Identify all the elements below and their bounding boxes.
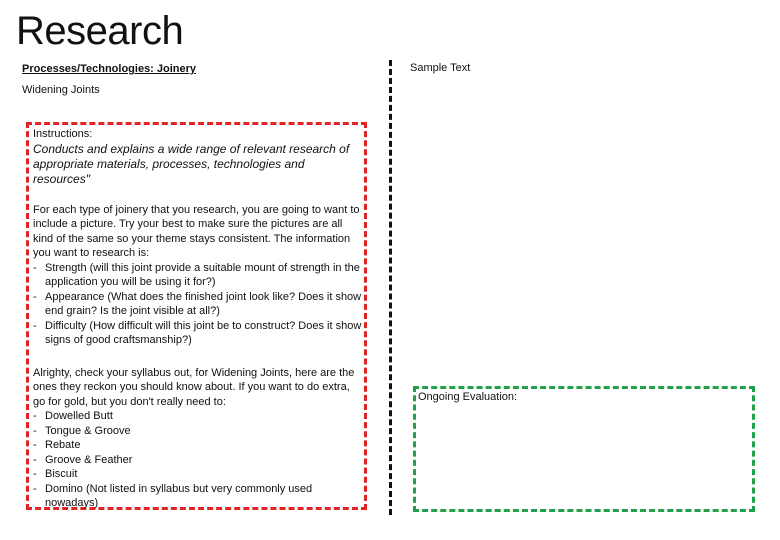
sample-text: Sample Text (410, 62, 471, 74)
column-divider (389, 60, 392, 515)
list-item: - Appearance (What does the finished joint look like? Does it show end grain? Is the joint visible at all?) (33, 290, 363, 319)
list-item: - Strength (will this joint provide a suitable mount of strength in the application you will be using it for?) (33, 261, 363, 290)
joints-list (33, 409, 363, 511)
instructions-quote: Conducts and explains a wide range of relevant research of appropriate materials, processes, technologies and resources" (33, 141, 350, 186)
evaluation-box (413, 386, 755, 512)
topic-label: Widening Joints (22, 84, 100, 96)
list-item: - Groove & Feather (33, 453, 363, 468)
page-title: Research (16, 9, 184, 53)
instructions-content (33, 127, 363, 511)
list-item: - Tongue & Groove (33, 424, 363, 439)
instructions-label: Instructions: (33, 128, 93, 140)
criteria-list (33, 261, 363, 348)
evaluation-label: Ongoing Evaluation: (418, 391, 518, 403)
list-item: - Rebate (33, 438, 363, 453)
syllabus-intro: Alrighty, check your syllabus out, for Widening Joints, here are the ones they reckon you should know about. If you want to do extra, go for gold, but you don't really need to: (33, 366, 355, 408)
research-intro: For each type of joinery that you research, you are going to want to include a picture. Try your best to make sure the pictures are all kind of the same so your theme stays consistent. The information you want to research is: (33, 203, 360, 259)
list-item: - Domino (Not listed in syllabus but very commonly used nowadays) (33, 482, 363, 511)
list-item: - Biscuit (33, 467, 363, 482)
list-item: - Difficulty (How difficult will this joint be to construct? Does it show signs of good craftsmanship?) (33, 319, 363, 348)
subheading: Processes/Technologies: Joinery (22, 63, 197, 75)
list-item: - Dowelled Butt (33, 409, 363, 424)
